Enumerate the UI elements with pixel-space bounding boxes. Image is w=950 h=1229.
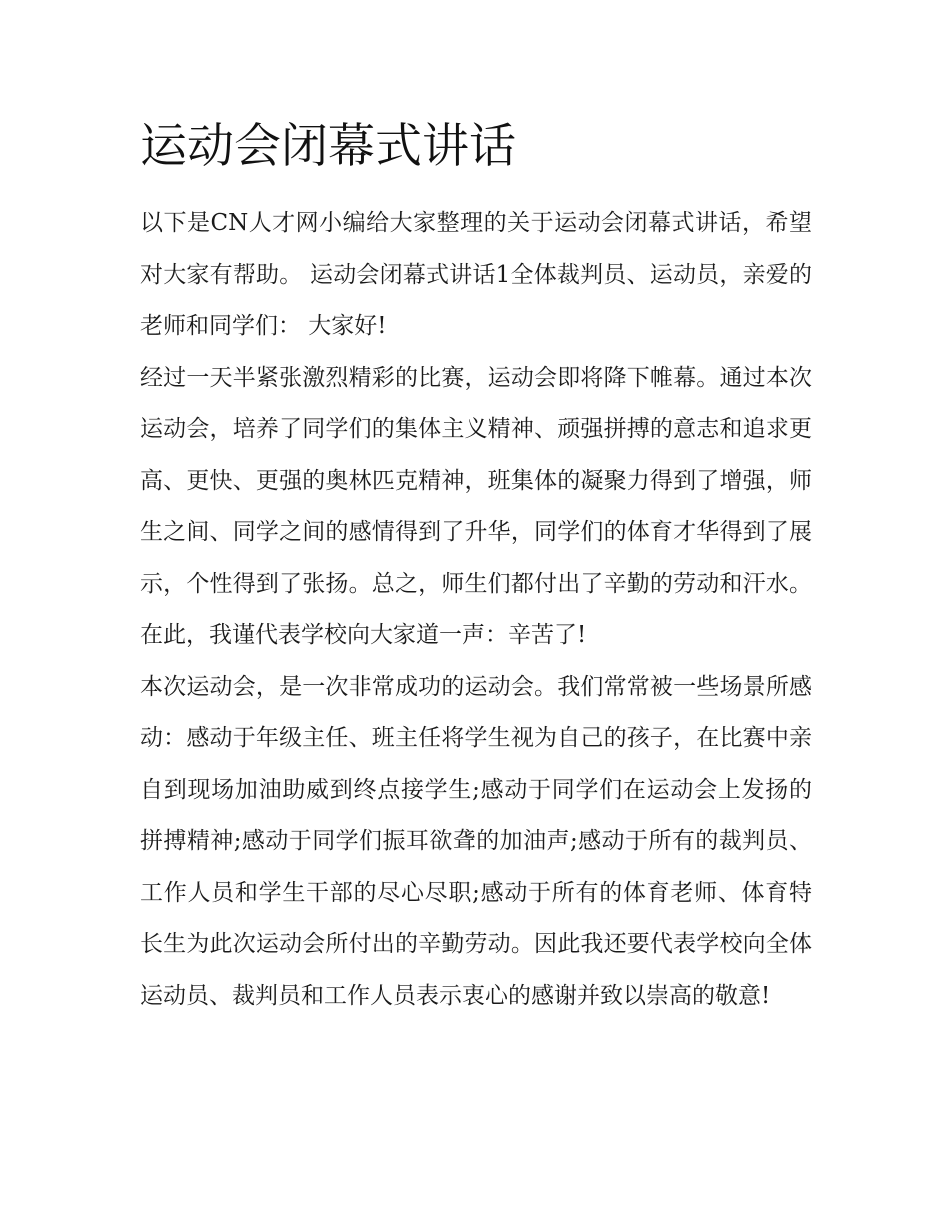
document-title: 运动会闭幕式讲话 [140, 119, 516, 174]
paragraph-gratitude: 本次运动会，是一次非常成功的运动会。我们常常被一些场景所感动：感动于年级主任、班主任将学生视为自己的孩子，在比赛中亲自到现场加油助威到终点接学生;感动于同学们在运动会上发扬的拼搏精神;感动于同学们振耳欲聋的加油声;感动于所有的裁判员、工作人员和学生干部的尽心尽职;感动于所有的体育老师、体育特长生为此次运动会所付出的辛勤劳动。因此我还要代表学校向全体运动员、裁判员和工作人员表示衷心的感谢并致以崇高的敬意! [140, 673, 812, 1009]
document-body [140, 198, 812, 1022]
paragraph-thanks: 经过一天半紧张激烈精彩的比赛，运动会即将降下帷幕。通过本次运动会，培养了同学们的集体主义精神、顽强拼搏的意志和追求更高、更快、更强的奥林匹克精神，班集体的凝聚力得到了增强，师生之间、同学之间的感情得到了升华，同学们的体育才华得到了展示，个性得到了张扬。总之，师生们都付出了辛勤的劳动和汗水。在此，我谨代表学校向大家道一声：辛苦了! [140, 364, 812, 648]
paragraph-intro: 以下是CN人才网小编给大家整理的关于运动会闭幕式讲话，希望对大家有帮助。 运动会闭幕式讲话1全体裁判员、运动员，亲爱的老师和同学们： 大家好! [140, 210, 812, 339]
